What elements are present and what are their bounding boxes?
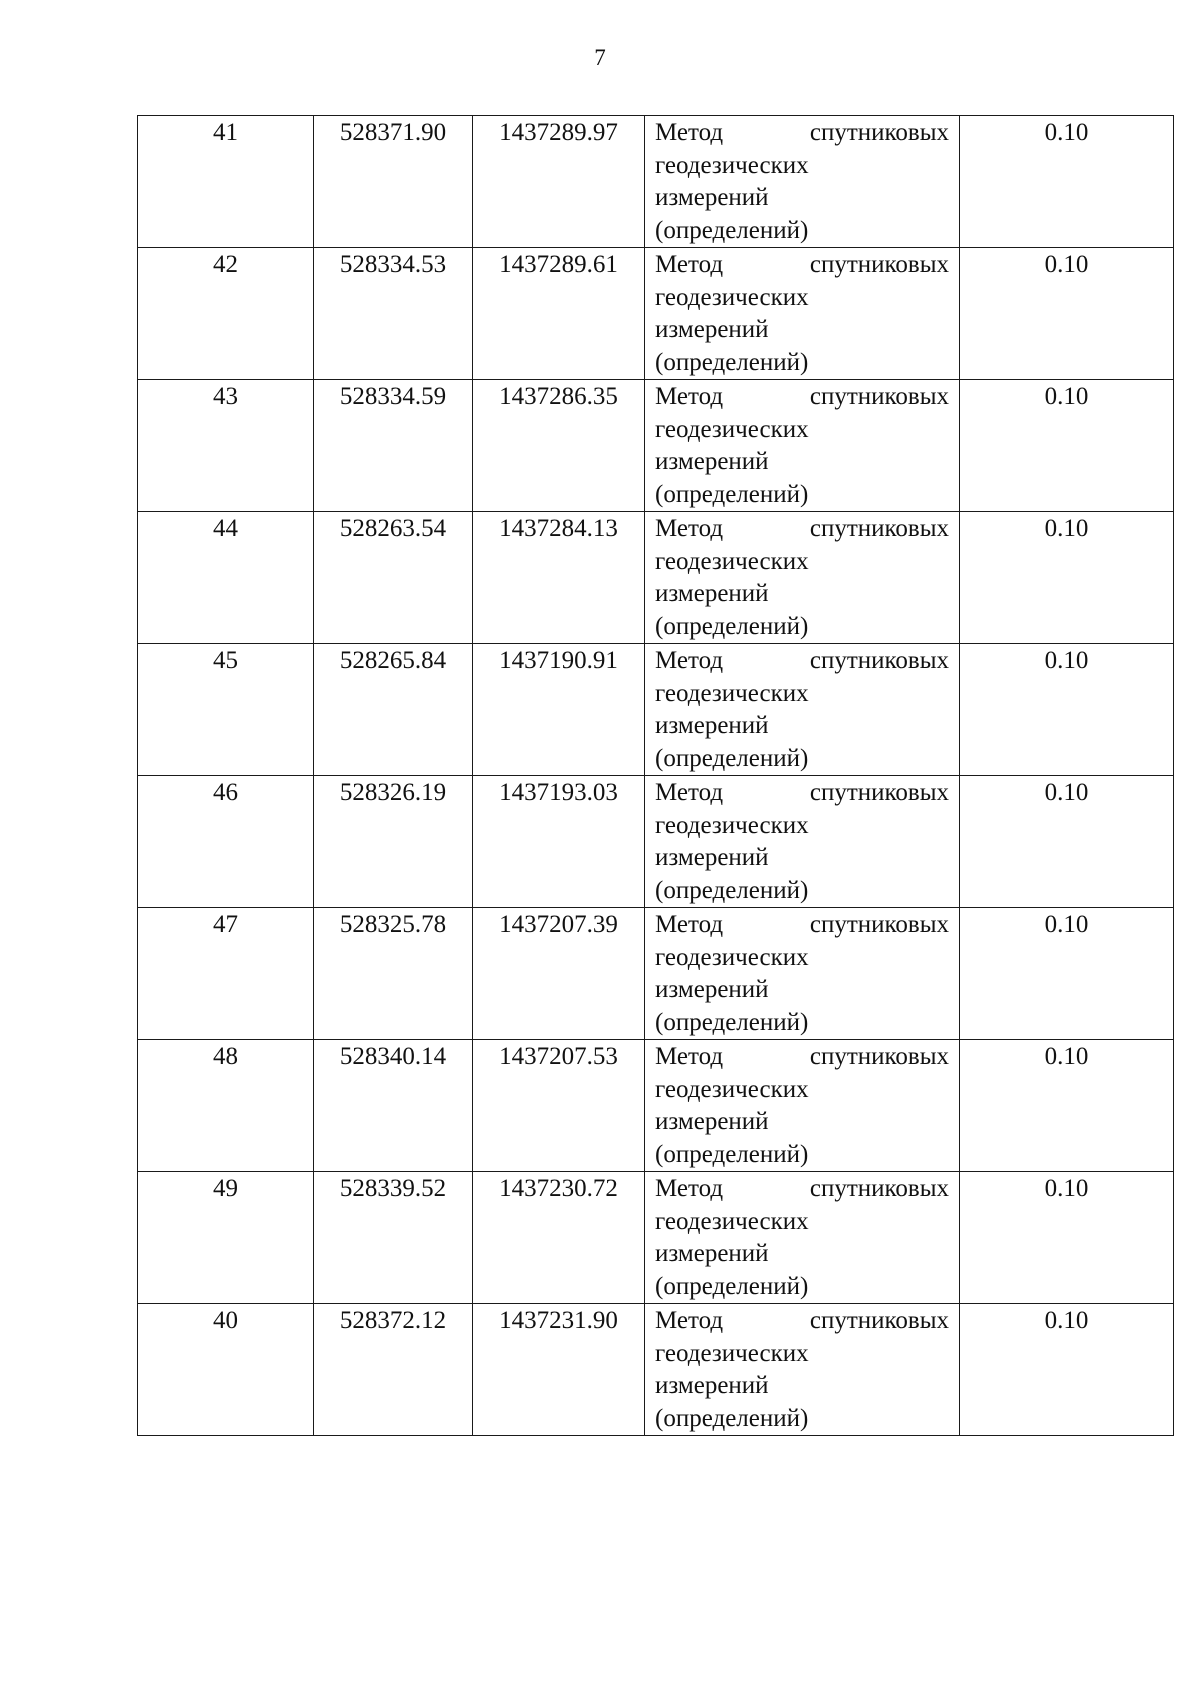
method-text-line: (определений) (655, 744, 809, 772)
method-text-line: геодезических (655, 283, 809, 311)
y-coordinate-cell: 1437289.61 (473, 248, 645, 380)
method-text-line: измерений (655, 448, 769, 475)
point-number-cell: 42 (138, 248, 314, 380)
method-cell (645, 1304, 960, 1436)
method-text-line: геодезических (655, 1075, 809, 1103)
method-cell (645, 512, 960, 644)
accuracy-cell: 0.10 (960, 512, 1174, 644)
point-number-cell: 46 (138, 776, 314, 908)
y-coordinate-cell: 1437231.90 (473, 1304, 645, 1436)
method-text-line: Метод спутниковых (655, 1043, 949, 1070)
point-number-cell: 47 (138, 908, 314, 1040)
y-coordinate-cell: 1437207.53 (473, 1040, 645, 1172)
method-text-line: (определений) (655, 480, 809, 508)
method-cell (645, 116, 960, 248)
x-coordinate-cell: 528325.78 (314, 908, 473, 1040)
method-text-line: Метод спутниковых (655, 1307, 949, 1334)
page-number: 7 (594, 45, 606, 70)
method-text-line: измерений (655, 1108, 769, 1135)
table-row (138, 1172, 1174, 1304)
method-text-line: геодезических (655, 1207, 809, 1235)
method-text-line: (определений) (655, 612, 809, 640)
method-text-line: Метод спутниковых (655, 515, 949, 542)
coordinates-table-body (138, 116, 1174, 1436)
x-coordinate-cell: 528326.19 (314, 776, 473, 908)
point-number-cell: 44 (138, 512, 314, 644)
x-coordinate-cell: 528339.52 (314, 1172, 473, 1304)
point-number-cell: 40 (138, 1304, 314, 1436)
method-text-line: (определений) (655, 1140, 809, 1168)
method-text-line: геодезических (655, 415, 809, 443)
y-coordinate-cell: 1437230.72 (473, 1172, 645, 1304)
method-text-line: геодезических (655, 547, 809, 575)
y-coordinate-cell: 1437286.35 (473, 380, 645, 512)
method-text-line: Метод спутниковых (655, 911, 949, 938)
method-text-line: измерений (655, 1372, 769, 1399)
method-text-line: измерений (655, 844, 769, 871)
method-text-line: (определений) (655, 1008, 809, 1036)
method-text-line: измерений (655, 580, 769, 607)
x-coordinate-cell: 528334.53 (314, 248, 473, 380)
method-text-line: Метод спутниковых (655, 779, 949, 806)
y-coordinate-cell: 1437193.03 (473, 776, 645, 908)
method-text-line: измерений (655, 184, 769, 211)
method-cell (645, 1172, 960, 1304)
method-text-line: Метод спутниковых (655, 383, 949, 410)
table-row (138, 1040, 1174, 1172)
accuracy-cell: 0.10 (960, 116, 1174, 248)
method-text-line: геодезических (655, 811, 809, 839)
y-coordinate-cell: 1437289.97 (473, 116, 645, 248)
x-coordinate-cell: 528265.84 (314, 644, 473, 776)
method-text-line: Метод спутниковых (655, 647, 949, 674)
method-text-line: измерений (655, 1240, 769, 1267)
point-number-cell: 48 (138, 1040, 314, 1172)
table-row (138, 1304, 1174, 1436)
accuracy-cell: 0.10 (960, 644, 1174, 776)
table-row (138, 908, 1174, 1040)
method-cell (645, 908, 960, 1040)
method-text-line: Метод спутниковых (655, 119, 949, 146)
x-coordinate-cell: 528340.14 (314, 1040, 473, 1172)
x-coordinate-cell: 528372.12 (314, 1304, 473, 1436)
x-coordinate-cell: 528371.90 (314, 116, 473, 248)
method-text-line: (определений) (655, 1272, 809, 1300)
coordinates-table (137, 115, 1174, 1436)
accuracy-cell: 0.10 (960, 1304, 1174, 1436)
method-text-line: геодезических (655, 1339, 809, 1367)
accuracy-cell: 0.10 (960, 908, 1174, 1040)
x-coordinate-cell: 528334.59 (314, 380, 473, 512)
point-number-cell: 45 (138, 644, 314, 776)
accuracy-cell: 0.10 (960, 776, 1174, 908)
method-cell (645, 1040, 960, 1172)
method-cell (645, 380, 960, 512)
method-text-line: (определений) (655, 1404, 809, 1432)
y-coordinate-cell: 1437284.13 (473, 512, 645, 644)
table-row (138, 380, 1174, 512)
table-row (138, 776, 1174, 908)
method-text-line: Метод спутниковых (655, 251, 949, 278)
method-text-line: измерений (655, 712, 769, 739)
accuracy-cell: 0.10 (960, 248, 1174, 380)
table-row (138, 644, 1174, 776)
method-text-line: (определений) (655, 348, 809, 376)
method-text-line: (определений) (655, 876, 809, 904)
method-cell (645, 776, 960, 908)
table-row (138, 116, 1174, 248)
accuracy-cell: 0.10 (960, 380, 1174, 512)
method-text-line: измерений (655, 976, 769, 1003)
method-cell (645, 248, 960, 380)
table-row (138, 248, 1174, 380)
method-text-line: геодезических (655, 679, 809, 707)
y-coordinate-cell: 1437190.91 (473, 644, 645, 776)
x-coordinate-cell: 528263.54 (314, 512, 473, 644)
table-row (138, 512, 1174, 644)
method-text-line: (определений) (655, 216, 809, 244)
method-text-line: геодезических (655, 151, 809, 179)
method-text-line: измерений (655, 316, 769, 343)
accuracy-cell: 0.10 (960, 1040, 1174, 1172)
y-coordinate-cell: 1437207.39 (473, 908, 645, 1040)
accuracy-cell: 0.10 (960, 1172, 1174, 1304)
method-cell (645, 644, 960, 776)
method-text-line: геодезических (655, 943, 809, 971)
method-text-line: Метод спутниковых (655, 1175, 949, 1202)
point-number-cell: 43 (138, 380, 314, 512)
point-number-cell: 49 (138, 1172, 314, 1304)
point-number-cell: 41 (138, 116, 314, 248)
